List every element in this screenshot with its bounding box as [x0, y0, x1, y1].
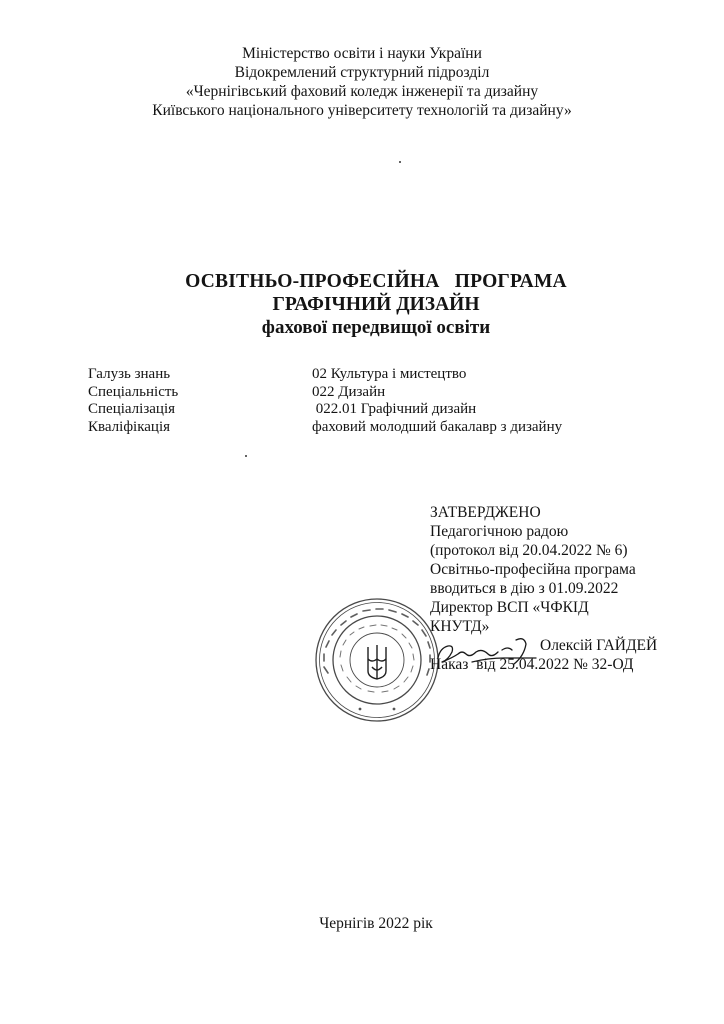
subdivision-line: Відокремлений структурний підрозділ [234, 64, 490, 81]
institution-header [0, 44, 724, 120]
scan-speck [399, 161, 401, 163]
property-row [88, 384, 648, 402]
program-title [0, 270, 724, 340]
title-program-name: ГРАФІЧНИЙ ДИЗАЙН [272, 294, 480, 315]
college-name-line: «Чернігівський фаховий коледж інженерії та дизайну [185, 83, 539, 100]
program-effective-date: вводиться в дію з 01.09.2022 [430, 580, 619, 597]
director-title-cont: КНУТД» [430, 618, 490, 635]
scan-speck [245, 455, 247, 457]
property-value: 022 Дизайн [312, 383, 386, 400]
order-line: Наказ від 25.04.2022 № 32-ОД [430, 656, 634, 673]
property-value: фаховий молодший бакалавр з дизайну [312, 418, 563, 435]
program-status-line: Освітньо-професійна програма [430, 561, 636, 578]
ministry-line: Міністерство освіти і науки України [242, 45, 482, 62]
property-label: Галузь знань [88, 366, 171, 382]
property-label: Кваліфікація [88, 418, 171, 435]
property-row [88, 419, 648, 437]
director-signature [432, 628, 552, 674]
property-row [88, 401, 648, 419]
title-program-type: ОСВІТНЬО-ПРОФЕСІЙНА ПРОГРАМА [185, 271, 567, 292]
property-label: Спеціальність [88, 383, 179, 400]
university-name-line: Київського національного університету технологій та дизайну» [152, 102, 572, 119]
property-row [88, 366, 648, 384]
property-label: Спеціалізація [88, 401, 176, 417]
title-education-level: фахової передвищої освіти [261, 317, 491, 338]
approval-heading: ЗАТВЕРДЖЕНО [430, 504, 541, 521]
official-seal-stamp [314, 597, 440, 723]
approval-protocol: (протокол від 20.04.2022 № 6) [430, 542, 628, 559]
director-name: Олексій ГАЙДЕЙ [540, 637, 658, 654]
property-value: 022.01 Графічний дизайн [312, 401, 477, 417]
director-title: Директор ВСП «ЧФКІД [430, 599, 589, 616]
program-properties [88, 366, 648, 436]
property-value: 02 Культура і мистецтво [312, 366, 467, 382]
approval-body: Педагогічною радою [430, 523, 569, 540]
city-year: Чернігів 2022 рік [319, 915, 433, 932]
